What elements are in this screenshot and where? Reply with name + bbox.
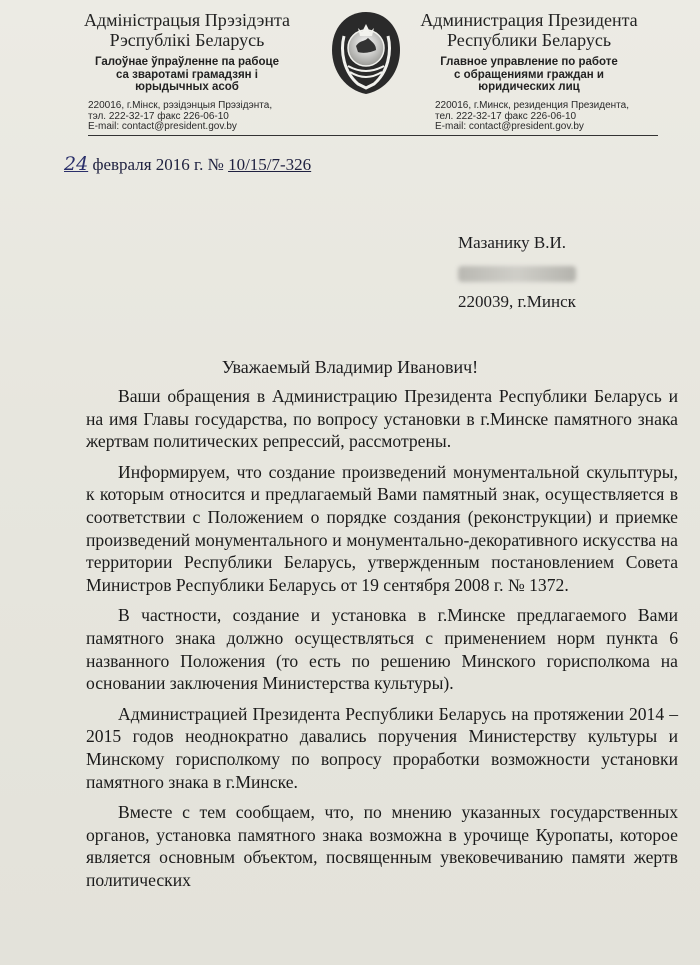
body-paragraph-1: Ваши обращения в Администрацию Президента Республики Беларусь и на имя Главы государства, по вопросу установки в г.Минске памятного знака жертвам политических репрессий, рассмотрены. — [86, 386, 678, 452]
right-address-line-3: E-mail: contact@president.gov.by — [435, 121, 584, 132]
letterhead-right-subtitle-1: Главное управление по работе — [440, 56, 618, 68]
letterhead-left-subtitle-2: са зваротамі грамадзян і — [115, 68, 258, 81]
body-paragraph-4: Администрацией Президента Республики Беларусь на протяжении 2014 – 2015 годов неоднократно давались поручения Министерству культуры и Минскому горисполкому по вопросу проработки возможности установки памятного знака в г.Минске. — [86, 703, 678, 792]
state-emblem-icon — [318, 2, 414, 98]
letter-body — [86, 385, 678, 899]
addressee-postal: 220039, г.Минск — [458, 292, 576, 311]
left-address-line-1: 220016, г.Мінск, рэзідэнцыя Прэзідэнта, — [88, 100, 273, 111]
body-paragraph-5: Вместе с тем сообщаем, что, по мнению указанных государственных органов, установка памятного знака возможна в урочище Куропаты, которое является основным объектом, посвященным увековечиванию памяти жертв политических — [86, 802, 678, 890]
date-number-line — [64, 153, 311, 175]
letterhead-left-subtitle-1: Галоўнае ўпраўленне па рабоце — [94, 56, 279, 68]
letterhead-left-address — [88, 101, 272, 133]
letterhead-left — [72, 10, 302, 94]
body-paragraph-2: Информируем, что создание произведений монументальной скульптуры, к которым относится и предлагаемый Вами памятный знак, осуществляется в соответствии с Положением о порядке создания (реконструкции) и приемке произведений монументального и монументально-декоративного искусства на территории Республики Беларусь, утвержденным постановлением Совета Министров Республики Беларусь от 19 сентября 2008 г. № 1372. — [86, 461, 678, 595]
letterhead-left-title-2: Рэспублікі Беларусь — [109, 30, 265, 50]
letterhead-right — [414, 10, 644, 94]
letterhead-left-subtitle-3: юрыдычных асоб — [135, 81, 239, 93]
letterhead-left-title-1: Адміністрацыя Прэзідэнта — [83, 10, 291, 30]
letterhead-divider — [88, 135, 658, 136]
addressee-name: Мазанику В.И. — [458, 233, 567, 252]
date-day-handwritten: 24 — [64, 153, 89, 175]
redacted-address — [458, 266, 576, 282]
right-address-line-1: 220016, г.Минск, резиденция Президента, — [435, 100, 629, 111]
left-address-line-2: тэл. 222-32-17 факс 226-06-10 — [88, 110, 229, 122]
letterhead-right-address — [435, 101, 629, 133]
letterhead-right-subtitle-2: с обращениями граждан и — [453, 68, 604, 81]
letterhead-right-title-2: Республики Беларусь — [446, 30, 612, 50]
letterhead-right-subtitle-3: юридических лиц — [478, 81, 580, 93]
date-text: февраля 2016 г. № — [88, 155, 229, 174]
left-address-line-3: E-mail: contact@president.gov.by — [88, 121, 237, 132]
body-paragraph-3: В частности, создание и установка в г.Минске предлагаемого Вами памятного знака должно осуществляться с применением норм пункта 6 названного Положения (то есть по решению Минского горисполкома на основании заключения Министерства культуры). — [86, 605, 678, 694]
document-number: 10/15/7-326 — [228, 155, 312, 174]
salutation: Уважаемый Владимир Иванович! — [221, 357, 479, 377]
right-address-line-2: тел. 222-32-17 факс 226-06-10 — [435, 110, 577, 122]
letterhead-right-title-1: Администрация Президента — [420, 10, 638, 30]
